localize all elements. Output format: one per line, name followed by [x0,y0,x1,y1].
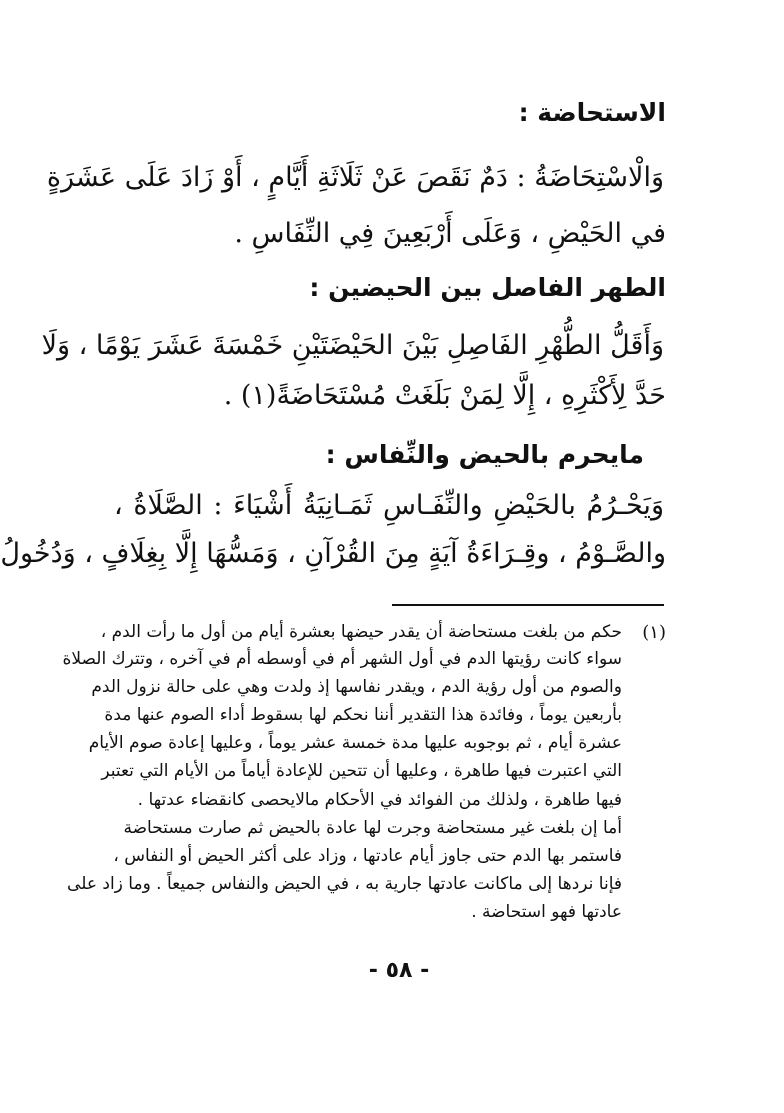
footnote-line: سواء كانت رؤيتها الدم في أول الشهر أم في أوسطه أم في آخره ، وتترك الصلاة [62,649,622,669]
body-line: في الحَيْضِ ، وَعَلَى أَرْبَعِينَ فِي النِّفَاسِ . [234,218,666,249]
footnote-line: فاستمر بها الدم حتى جاوز أيام عادتها ، وزاد على أكثر الحيض أو النفاس ، [113,846,622,866]
footnote-line: أما إن بلغت غير مستحاضة وجرت لها عادة بالحيض ثم صارت مستحاضة [123,818,622,838]
footnote-line: بأربعين يوماً ، وفائدة هذا التقدير أننا نحكم لها بسقوط أداء الصوم عنها مدة [104,705,622,725]
body-line: وَأَقَلُّ الطُّهْرِ الفَاصِلِ بَيْنَ الحَيْضَتَيْنِ خَمْسَةَ عَشَرَ يَوْمًا ، وَلَا [41,330,664,361]
footnote-line: حكم من بلغت مستحاضة أن يقدر حيضها بعشرة أيام من أول ما رأت الدم ، [100,622,622,642]
footnote-line: عشرة أيام ، ثم بوجوبه عليها مدة خمسة عشر يوماً ، وعليها إعادة صوم الأيام [88,733,622,753]
body-line: وَيَحْـرُمُ بالحَيْضِ والنِّفَـاسِ ثَمَـانِيَةُ أَشْيَاءَ : الصَّلَاةُ ، [114,490,664,521]
section-heading-istihada: الاستحاضة : [518,98,666,127]
section-heading-tuhr: الطهر الفاصل بين الحيضين : [309,273,666,302]
body-line: حَدَّ لِأَكْثَرِهِ ، إِلَّا لِمَنْ بَلَغَتْ مُسْتَحَاضَةً(١) . [223,380,666,411]
body-line: والصَّـوْمُ ، وقِـرَاءَةُ آيَةٍ مِنَ القُرْآنِ ، وَمَسُّهَا إِلَّا بِغِلَافٍ ، وَدُخُولُ [0,538,666,569]
footnote-line: فإنا نردها إلى ماكانت عادتها جارية به ، في الحيض والنفاس جميعاً . وما زاد على [67,874,622,894]
footnote-marker: (١) [642,622,666,643]
footnote-line: فيها طاهرة ، ولذلك من الفوائد في الأحكام مالايحصى كانقضاء عدتها . [137,790,622,810]
body-line: وَالْاسْتِحَاضَةُ : دَمٌ نَقَصَ عَنْ ثَلَاثَةِ أَيَّامٍ ، أَوْ زَادَ عَلَى عَشَرَةٍ [46,162,664,193]
footnote-line: عادتها فهو استحاضة . [471,902,622,922]
footnote-line: والصوم من أول رؤية الدم ، ويقدر نفاسها إذ ولدت وهي على حالة نزول الدم [91,677,622,697]
footnote-line: التي اعتبرت فيها طاهرة ، وعليها أن تتحين للإعادة أياماً من الأيام التي تعتبر [101,761,622,781]
section-heading-prohibitions: مايحرم بالحيض والنِّفاس : [325,440,644,469]
page-number: - ٥٨ - [368,958,430,983]
footnote-separator [392,604,664,606]
